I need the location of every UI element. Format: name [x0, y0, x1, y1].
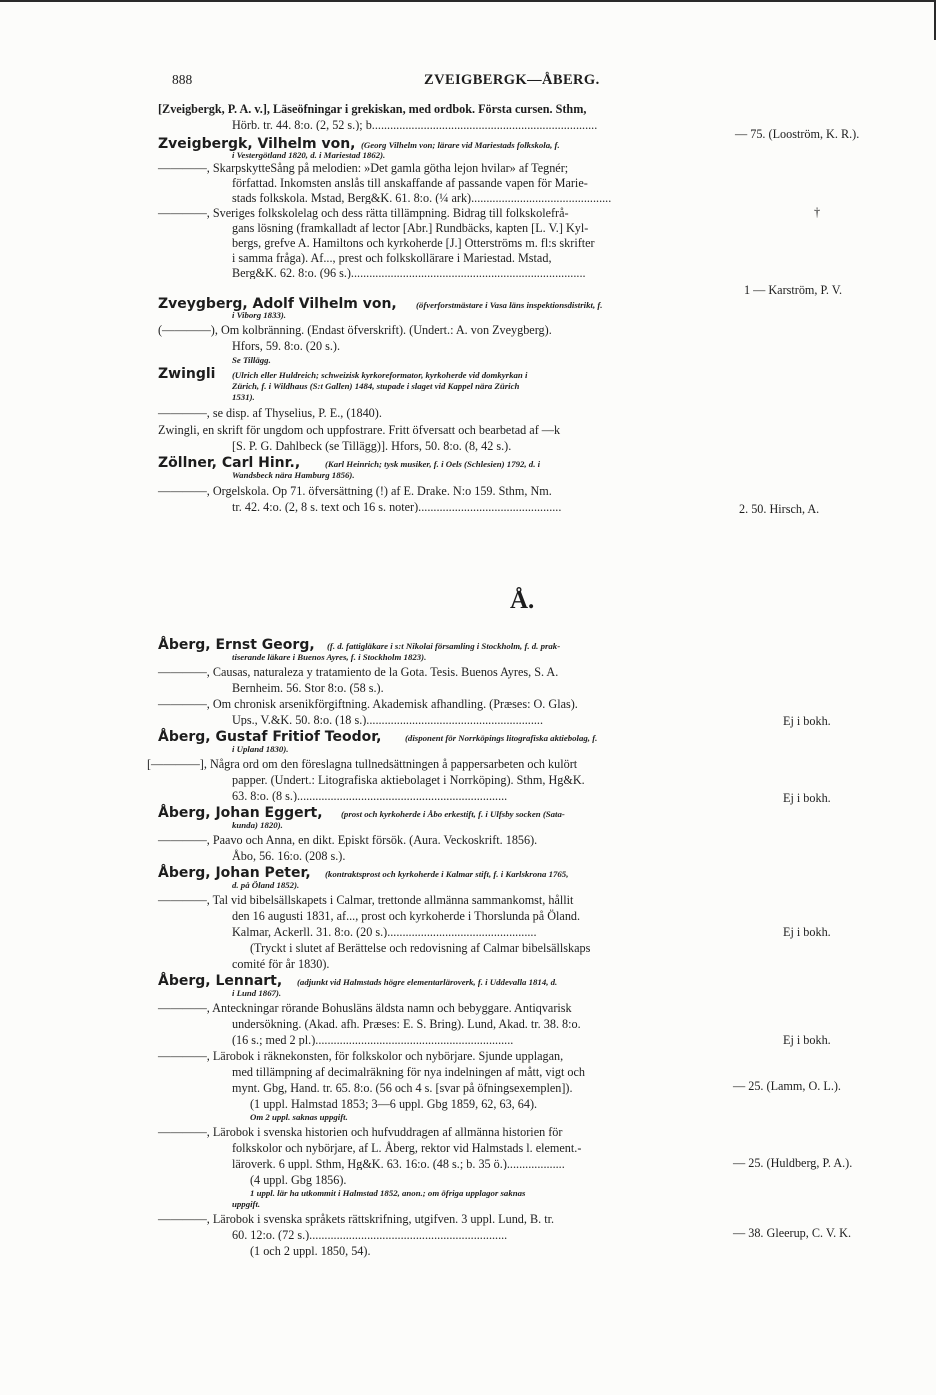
price-publisher-note: 1 — Karström, P. V. [744, 283, 843, 297]
entry-heading: Åberg, Johan Peter, [158, 865, 311, 881]
entry-line: [S. P. G. Dahlbeck (se Tillägg)]. Hfors, 50. 8:o. (8, 42 s.). [232, 439, 512, 453]
entry-line: Hfors, 59. 8:o. (20 s.). [232, 339, 340, 353]
price-publisher-note: † [814, 205, 821, 219]
entry-note: (f. d. fattigläkare i s:t Nikolai församling i Stockholm, f. d. prak- [327, 641, 561, 651]
entry-note: (adjunkt vid Halmstads högre elementarläroverk, f. i Uddevalla 1814, d. [297, 977, 558, 987]
entry-note: (Georg Vilhelm von; lärare vid Mariestads folkskola, f. [361, 140, 560, 150]
entry-note: i Lund 1867). [232, 988, 282, 998]
entry-line: (4 uppl. Gbg 1856). [250, 1173, 347, 1187]
entry-note: i Viborg 1833). [232, 310, 287, 320]
entry-line: ————, Lärobok i svenska språkets rättskrifning, utgifven. 3 uppl. Lund, B. tr. [158, 1212, 555, 1226]
price-publisher-note: Ej i bokh. [783, 925, 831, 939]
entry-line: ————, Anteckningar rörande Bohusläns äldsta namn och bebyggare. Antiqvarisk [158, 1001, 572, 1015]
price-publisher-note: — 75. (Looström, K. R.). [735, 127, 860, 141]
entry-heading: Åberg, Gustaf Fritiof Teodor, [158, 729, 382, 745]
price-publisher-note: 2. 50. Hirsch, A. [739, 502, 820, 516]
entry-heading: Åberg, Johan Eggert, [158, 805, 323, 821]
entry-note: Se Tillägg. [232, 355, 271, 365]
entry-line: [————], Några ord om den föreslagna tullnedsättningen å pappersarbeten och kulört [147, 757, 578, 771]
entry-note: Om 2 uppl. saknas uppgift. [250, 1112, 348, 1122]
section-letter: Å. [510, 587, 535, 614]
entry-line: ————, Tal vid bibelsällskapets i Calmar, trettonde allmänna sammankomst, hållit [158, 893, 574, 907]
entry-line: ————, Sveriges folkskolelag och dess rätta tillämpning. Bidrag till folkskolefrå- [158, 206, 569, 220]
entry-heading: Åberg, Ernst Georg, [158, 637, 315, 653]
entry-line: comité för år 1830). [232, 957, 330, 971]
entry-line: Hörb. tr. 44. 8:o. (2, 52 s.); b.......................................................................... [232, 119, 598, 132]
running-title: ZVEIGBERGK—ÅBERG. [424, 72, 600, 88]
entry-line: mynt. Gbg, Hand. tr. 65. 8:o. (56 och 4 s. [svar på öfningsexemplen]). [232, 1081, 573, 1095]
entry-note: (öfverforstmästare i Vasa läns inspektionsdistrikt, f. [416, 300, 603, 310]
entry-note: i Vestergötland 1820, d. i Mariestad 1862). [232, 150, 386, 160]
entry-line: i samma fråga). Af..., prest och folkskollärare i Mariestad. Mstad, [232, 251, 552, 265]
entry-heading: Zöllner, Carl Hinr., [158, 455, 301, 471]
price-publisher-note: — 25. (Huldberg, P. A.). [733, 1156, 853, 1170]
entry-note: (kontraktsprost och kyrkoherde i Kalmar stift, f. i Karlskrona 1765, [325, 869, 569, 879]
entry-note: 1531). [232, 392, 255, 402]
entry-note: (Ulrich eller Huldreich; schweizisk kyrkoreformator, kyrkoherde vid domkyrkan i [232, 370, 528, 380]
price-publisher-note: Ej i bokh. [783, 1033, 831, 1047]
entry-line: papper. (Undert.: Litografiska aktiebolaget i Norrköping). Sthm, Hg&K. [232, 773, 585, 787]
entry-line: (————), Om kolbränning. (Endast öfverskrift). (Undert.: A. von Zveygberg). [158, 323, 552, 337]
entry-heading: Zveigbergk, Vilhelm von, [158, 136, 356, 152]
price-publisher-note: Ej i bokh. [783, 791, 831, 805]
entry-line: ————, Lärobok i svenska historien och hufvuddragen af allmänna historien för [158, 1125, 563, 1139]
entry-line: Åbo, 56. 16:o. (208 s.). [232, 849, 346, 863]
entry-note: i Upland 1830). [232, 744, 289, 754]
entry-note: d. på Öland 1852). [232, 880, 300, 890]
entry-note: Zürich, f. i Wildhaus (S:t Gallen) 1484, stupade i slaget vid Kappel nära Zürich [232, 381, 520, 391]
entry-note: (disponent för Norrköpings litografiska aktiebolag, f. [405, 733, 598, 743]
entry-line: undersökning. (Akad. afh. Præses: E. S. Bring). Lund, Akad. tr. 38. 8:o. [232, 1017, 581, 1031]
entry-line: tr. 42. 4:o. (2, 8 s. text och 16 s. noter)............................................... [232, 501, 562, 514]
entry-line: författad. Inkomsten anslås till anskaffande af passande vapen för Marie- [232, 176, 588, 190]
entry-line: Berg&K. 62. 8:o. (96 s.)............................................................................. [232, 267, 586, 280]
entry-line: (Tryckt i slutet af Berättelse och redovisning af Calmar bibelsällskaps [250, 941, 591, 955]
entry-note: (Karl Heinrich; tysk musiker, f. i Oels (Schlesien) 1792, d. i [325, 459, 541, 469]
entry-note: 1 uppl. lär ha utkommit i Halmstad 1852, anon.; om öfriga upplagor saknas [250, 1188, 526, 1198]
entry-line: med tillämpning af decimalräkning för nya indelningen af mått, vigt och [232, 1065, 585, 1079]
entry-line: ————, Causas, naturaleza y tratamiento de la Gota. Tesis. Buenos Ayres, S. A. [158, 665, 559, 679]
page-number: 888 [172, 72, 193, 87]
entry-note: kunda) 1820). [232, 820, 283, 830]
entry-line: Kalmar, Ackerll. 31. 8:o. (20 s.)................................................. [232, 926, 537, 939]
entry-line: (1 uppl. Halmstad 1853; 3—6 uppl. Gbg 1859, 62, 63, 64). [250, 1097, 538, 1111]
entry-heading: Zwingli [158, 366, 216, 382]
entry-heading: Åberg, Lennart, [158, 973, 283, 989]
entry-heading: Zveygberg, Adolf Vilhelm von, [158, 296, 397, 312]
entry-note: (prost och kyrkoherde i Åbo erkestift, f. i Ulfsby socken (Sata- [341, 809, 565, 819]
entry-line: ————, Orgelskola. Op 71. öfversättning (!) af E. Drake. N:o 159. Sthm, Nm. [158, 484, 552, 498]
entry-note: tiserande läkare i Buenos Ayres, f. i Stockholm 1823). [232, 652, 427, 662]
entry-line: ————, Paavo och Anna, en dikt. Episkt försök. (Aura. Veckoskrift. 1856). [158, 833, 538, 847]
entry-line: ————, Lärobok i räknekonsten, för folkskolor och nybörjare. Sjunde upplagan, [158, 1049, 564, 1063]
entry-line: ————, se disp. af Thyselius, P. E., (1840). [158, 406, 382, 420]
entry-line: gans lösning (framkalladt af lector [Abr.] Rundbäcks, kapten [L. V.] Kyl- [232, 221, 589, 235]
entry-line: 60. 12:o. (72 s.)................................................................. [232, 1229, 508, 1242]
entry-note: Wandsbeck nära Hamburg 1856). [232, 470, 355, 480]
entry-line: (16 s.; med 2 pl.)................................................................. [232, 1034, 514, 1047]
entry-line: Bernheim. 56. Stor 8:o. (58 s.). [232, 681, 384, 695]
entry-line: 63. 8:o. (8 s.)..................................................................... [232, 790, 508, 803]
price-publisher-note: — 38. Gleerup, C. V. K. [733, 1226, 852, 1240]
entry-line: Zwingli, en skrift för ungdom och uppfostrare. Fritt öfversatt och bearbetad af —k [158, 423, 561, 437]
entry-line: [Zveigbergk, P. A. v.], Läseöfningar i grekiskan, med ordbok. Första cursen. Sthm, [158, 102, 587, 116]
entry-line: ————, SkarpskytteSång på melodien: »Det gamla götha lejon hvilar» af Tegnér; [158, 161, 569, 175]
entry-line: ————, Om chronisk arsenikförgiftning. Akademisk afhandling. (Præses: O. Glas). [158, 697, 578, 711]
scan-top-border [0, 0, 936, 2]
price-publisher-note: Ej i bokh. [783, 714, 831, 728]
entry-line: folkskolor och nybörjare, af L. Åberg, rektor vid Halmstads l. element.- [232, 1141, 582, 1155]
entry-line: bergs, grefve A. Hamiltons och kyrkoherde [J.] Otterströms m. fl:s skrifter [232, 236, 595, 250]
entry-line: (1 och 2 uppl. 1850, 54). [250, 1244, 371, 1258]
entry-line: läroverk. 6 uppl. Sthm, Hg&K. 63. 16:o. (48 s.; b. 35 ö.)................... [232, 1158, 565, 1171]
entry-line: stads folkskola. Mstad, Berg&K. 61. 8:o. (¼ ark).............................................. [232, 192, 612, 205]
entry-line: den 16 augusti 1831, af..., prost och kyrkoherde i Thorslunda på Öland. [232, 909, 581, 923]
price-publisher-note: — 25. (Lamm, O. L.). [733, 1079, 841, 1093]
entry-line: Ups., V.&K. 50. 8:o. (18 s.).......................................................... [232, 714, 544, 727]
entry-note: uppgift. [232, 1199, 261, 1209]
